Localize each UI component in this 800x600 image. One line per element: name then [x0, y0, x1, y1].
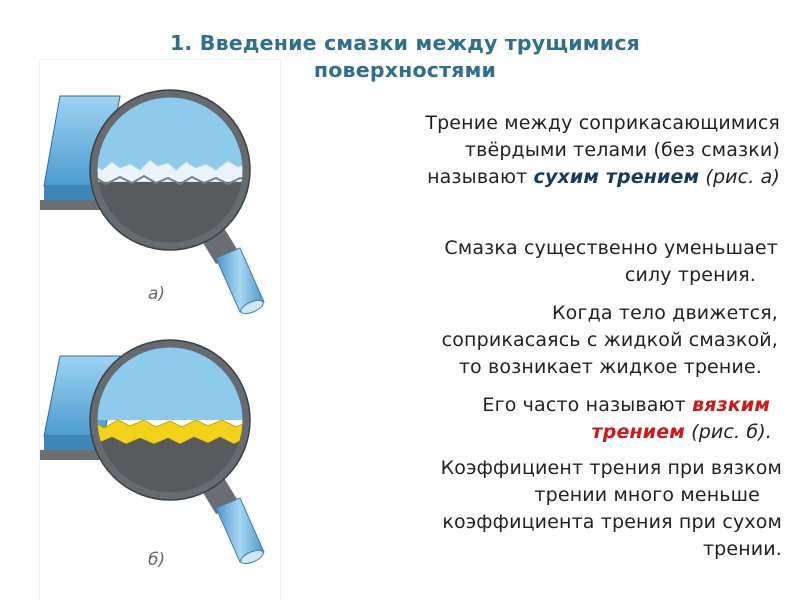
text-line: Коэффициент трения при вязком: [440, 457, 782, 479]
text-line: трении много меньше: [534, 484, 760, 506]
text-line: Смазка существенно уменьшает: [444, 237, 778, 259]
figure-a-dry-friction: [40, 80, 265, 316]
term-dry-friction: сухим трением: [533, 166, 700, 188]
term-viscous: вязким: [692, 394, 770, 416]
text-line: [482, 392, 770, 419]
text-line: твёрдыми телами (без смазки): [464, 139, 780, 161]
text-line: коэффициента трения при сухом: [442, 511, 782, 533]
paragraph-coefficient: [441, 455, 782, 563]
slide-title-line-2: поверхностями: [313, 58, 497, 82]
figure-reference-a: (рис. а): [699, 166, 780, 188]
paragraph-lubrication: [444, 235, 778, 289]
text-line: Когда тело движется,: [552, 302, 778, 324]
magnifier-illustrations: [40, 60, 280, 600]
figure-label-b: б): [148, 550, 166, 570]
text-fragment: называют: [427, 166, 534, 188]
text-line: соприкасаясь с жидкой смазкой,: [441, 329, 778, 351]
text-line: трении.: [702, 538, 782, 560]
magnifier-b-handle: [200, 478, 265, 566]
friction-illustration: [40, 60, 280, 600]
slide-title-line-1: 1. Введение смазки между трущимися: [169, 31, 641, 55]
paragraph-viscous-friction: [482, 392, 770, 446]
text-line: [425, 164, 780, 191]
paragraph-liquid-friction: [442, 300, 778, 381]
text-line: [482, 419, 772, 446]
paragraph-dry-friction: [425, 110, 780, 191]
text-line: то возникает жидкое трение.: [458, 356, 762, 378]
figure-b-viscous-friction: [40, 330, 265, 566]
figure-label-a: а): [148, 284, 166, 304]
term-friction: трением: [591, 421, 685, 443]
magnifier-a-handle: [200, 228, 265, 316]
text-line: Трение между соприкасающимися: [425, 112, 780, 134]
text-fragment: Его часто называют: [482, 394, 693, 416]
figure-reference-b: (рис. б).: [684, 421, 772, 443]
text-line: силу трения.: [624, 264, 756, 286]
